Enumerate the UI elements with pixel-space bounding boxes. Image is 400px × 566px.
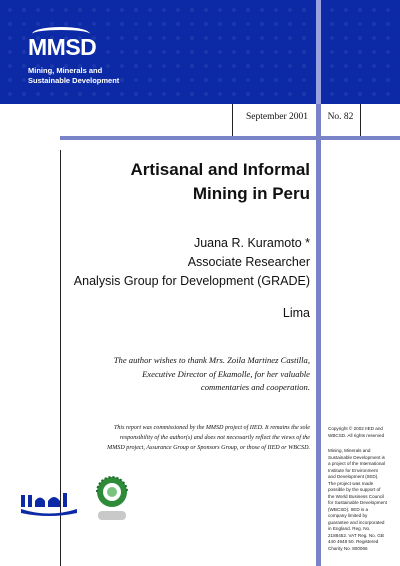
author-name: Juana R. Kuramoto * (193, 236, 310, 250)
note-line: This report was commissioned by the MMSD project of IIED. It remains the sole (114, 425, 310, 431)
about-line: and Development (IIED). (328, 474, 379, 479)
author-block (60, 234, 310, 291)
report-title (60, 158, 310, 206)
about-line: Sustainable Development is (328, 454, 385, 460)
title-line: Artisanal and Informal (130, 160, 310, 179)
city: Lima (282, 306, 310, 320)
header-band (0, 0, 400, 104)
about-line: (WBCSD). IIED is a (328, 506, 369, 512)
about-line: company limited by (328, 513, 368, 518)
project-about (328, 448, 398, 552)
about-line: in England. Reg. No. (328, 526, 371, 531)
ack-line: Executive Director of Ekamolle, for her valuable (142, 368, 310, 379)
copyright-line: WBCSD. All rights reserved (328, 432, 385, 438)
about-line: the World Business Council (328, 493, 385, 499)
ack-line: The author wishes to thank Mrs. Zoila Martinez Castilla, (113, 355, 310, 365)
report-number: No. 82 (321, 104, 361, 136)
about-line: Institute for Environment (328, 467, 378, 473)
vertical-rule-upper (316, 0, 321, 104)
mmsd-logo: MMSD (28, 34, 97, 60)
mmsd-tagline (28, 66, 148, 86)
copyright-line: Copyright © 2002 IIED and (328, 426, 383, 431)
horizontal-rule (60, 136, 400, 140)
ack-line: commentaries and cooperation. (200, 382, 310, 392)
about-line: possible by the support of (328, 487, 381, 492)
about-line: 2188452. VAT Reg. No. GB (328, 532, 384, 538)
about-line: Mining, Minerals and (328, 448, 371, 453)
copyright-notice (328, 426, 398, 439)
acknowledgement (60, 354, 310, 395)
author-organization: Analysis Group for Development (GRADE) (73, 274, 310, 288)
tagline-line: Mining, Minerals and (28, 66, 103, 75)
title-line: Mining in Peru (192, 184, 310, 203)
about-line: for Sustainable Development (328, 500, 387, 505)
note-line: MMSD project, Assurance Group or Sponsors Group, or those of IIED or WBCSD. (107, 445, 310, 451)
author-role: Associate Researcher (187, 255, 310, 269)
about-line: The project was made (328, 480, 374, 486)
publication-date: September 2001 (232, 104, 316, 136)
commission-note (60, 423, 310, 453)
iied-logo (20, 491, 78, 517)
about-line: a project of the International (328, 461, 385, 466)
about-line: guarantee and incorporated (328, 519, 385, 525)
tagline-line: Sustainable Development (28, 76, 120, 85)
about-line: Charity No. 800066 (328, 545, 368, 551)
note-line: responsibility of the author(s) and does not necessarily reflect the views of the (119, 435, 310, 441)
wbcsd-logo (92, 470, 132, 526)
about-line: 440 4948 50. Registered (328, 539, 379, 544)
